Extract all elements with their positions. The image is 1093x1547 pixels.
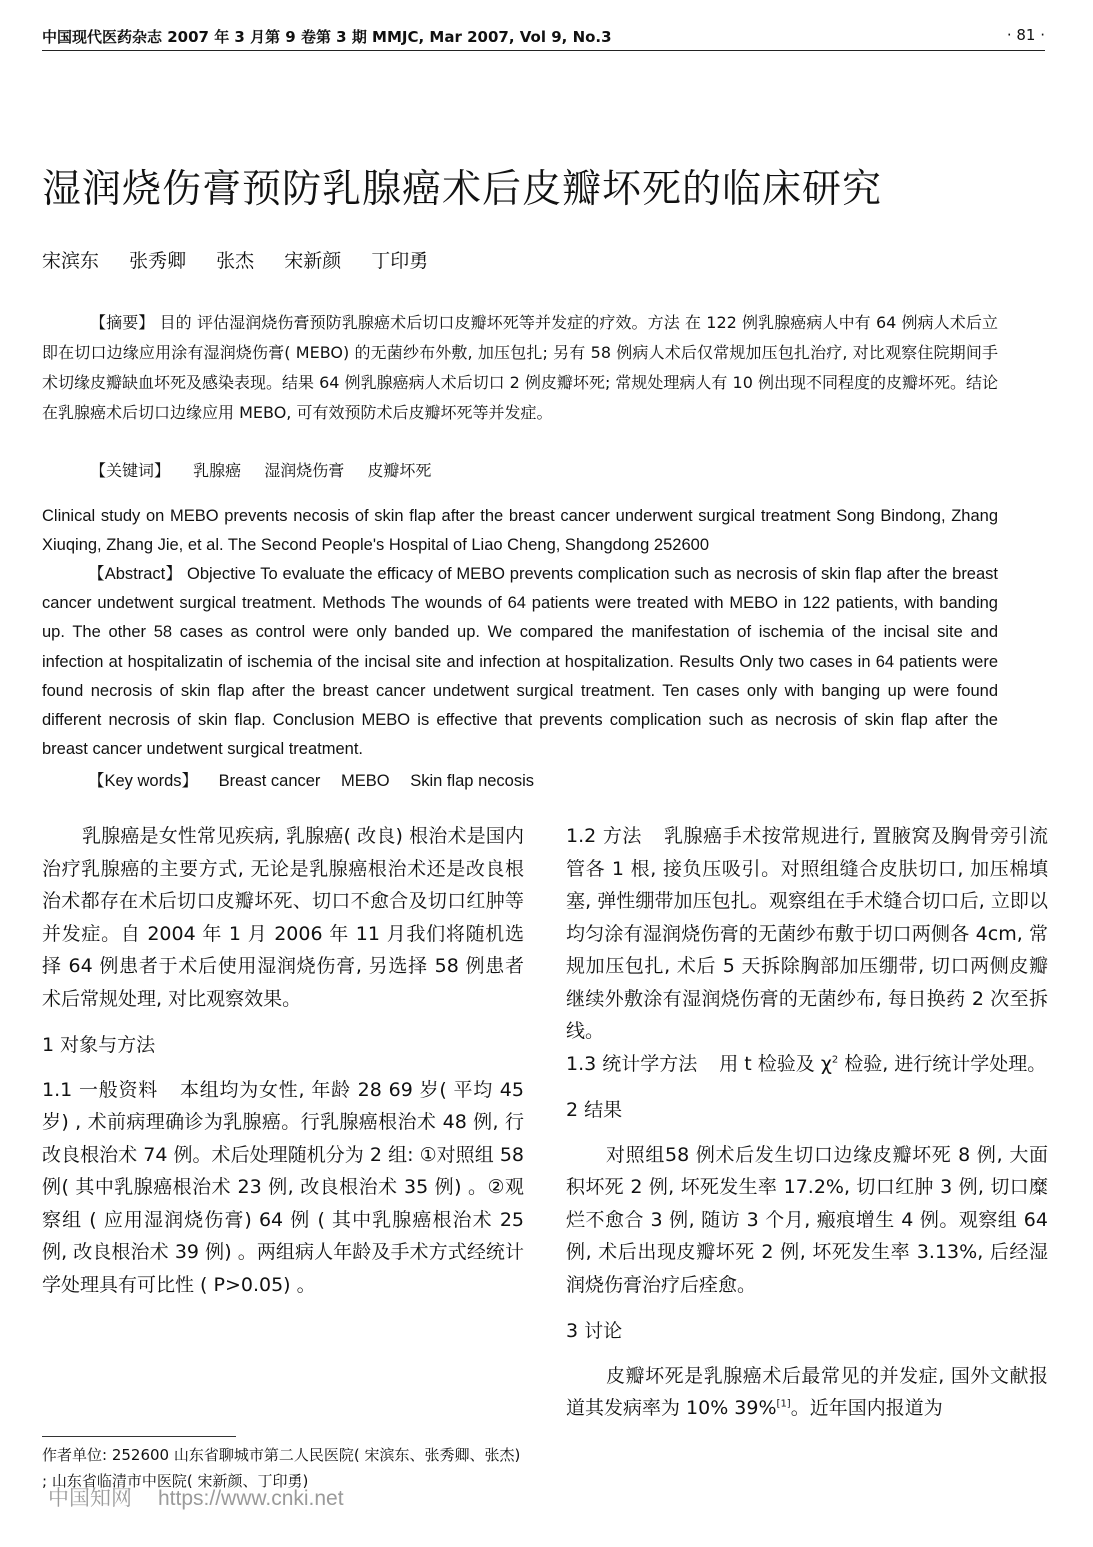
author-list bbox=[42, 246, 452, 273]
intro-paragraph: 乳腺癌是女性常见疾病, 乳腺癌( 改良) 根治术是国内治疗乳腺癌的主要方式, 无论是乳腺癌根治术还是改良根治术都存在术后切口皮瓣坏死、切口不愈合及切口红肿等并发症。自 2004 年 1 月 2006 年 11 月我们将随机选择 64 例患者于术后使用湿润烧伤膏, 另选择 58 例患者术后常规处理, 对比观察效果。 bbox=[42, 825, 524, 1010]
discussion-paragraph bbox=[566, 1360, 1048, 1425]
keyword-item: 皮瓣坏死 bbox=[367, 461, 432, 480]
cnki-watermark bbox=[48, 1482, 344, 1512]
keywords-en-label: 【Key words】 bbox=[88, 772, 199, 790]
discussion-text: 皮瓣坏死是乳腺癌术后最常见的并发症, 国外文献报道其发病率为 10% 39% bbox=[566, 1364, 1048, 1419]
author-name: 宋滨东 bbox=[42, 250, 100, 272]
english-abstract bbox=[42, 560, 998, 764]
keyword-item: Breast cancer bbox=[218, 772, 321, 790]
section-heading: 1 对象与方法 bbox=[42, 1034, 156, 1056]
author-affiliation-footnote: 作者单位: 252600 山东省聊城市第二人民医院( 宋滨东、张秀卿、张杰) ; 山东省临清市中医院( 宋新颜、丁印勇) bbox=[42, 1446, 521, 1490]
author-name: 张杰 bbox=[216, 250, 255, 272]
body-right-column bbox=[566, 820, 1048, 1425]
subsection-text: 乳腺癌手术按常规进行, 置腋窝及胸骨旁引流管各 1 根, 接负压吸引。对照组缝合皮肤切口, 加压棉填塞, 弹性绷带加压包扎。观察组在手术缝合切口后, 立即以均匀涂有湿润烧伤膏的无菌纱布敷于切口两侧各 4cm, 常规加压包扎, 术后 5 天拆除胸部加压绷带, 切口两侧皮瓣继续外敷涂有湿润烧伤膏的无菌纱布, 每日换药 2 次至拆线。 bbox=[566, 825, 1048, 1042]
keyword-item: Skin flap necosis bbox=[410, 772, 535, 790]
running-header bbox=[42, 24, 1045, 51]
subsection-paragraph bbox=[42, 1074, 524, 1302]
results-paragraph: 对照组58 例术后发生切口边缘皮瓣坏死 8 例, 大面积坏死 2 例, 坏死发生率 17.2%, 切口红肿 3 例, 切口糜烂不愈合 3 例, 随访 3 个月, 瘢痕增生 4 例。观察组 64 例, 术后出现皮瓣坏死 2 例, 坏死发生率 3.13%, 后经湿润烧伤膏治疗后痊愈。 bbox=[566, 1143, 1048, 1296]
abstract-cn-text: 目的 评估湿润烧伤膏预防乳腺癌术后切口皮瓣坏死等并发症的疗效。方法 在 122 例乳腺癌病人中有 64 例病人术后立即在切口边缘应用涂有湿润烧伤膏( MEBO) 的无菌纱布外敷, 加压包扎; 另有 58 例病人术后仅常规加压包扎治疗, 对比观察住院期间手术切缘皮瓣缺血坏死及感染表现。结果 64 例乳腺癌病人术后切口 2 例皮瓣坏死; 常规处理病人有 10 例出现不同程度的皮瓣坏死。结论 在乳腺癌术后切口边缘应用 MEBO, 可有效预防术后皮瓣坏死等并发症。 bbox=[42, 313, 998, 422]
article-title: 湿润烧伤膏预防乳腺癌术后皮瓣坏死的临床研究 bbox=[42, 167, 883, 212]
abstract-cn-label: 【摘要】 bbox=[90, 313, 155, 332]
citation-reference: [1] bbox=[776, 1398, 791, 1410]
chinese-abstract bbox=[42, 308, 998, 428]
author-name: 张秀卿 bbox=[129, 250, 187, 272]
keywords-cn-label: 【关键词】 bbox=[90, 461, 171, 480]
body-left-column bbox=[42, 820, 524, 1301]
abstract-en-label: 【Abstract】 bbox=[88, 565, 183, 583]
journal-citation: 中国现代医药杂志 2007 年 3 月第 9 卷第 3 期 MMJC, Mar 2007, Vol 9, No.3 bbox=[42, 28, 612, 46]
discussion-text: 。近年国内报道为 bbox=[790, 1397, 943, 1419]
english-title-line: Clinical study on MEBO prevents necosis of skin flap after the breast cancer underwent surgical treatment Song Bindong, Zhang Xiuqing, Zhang Jie, et al. The Second People's Hospital of Liao Cheng, Shangdong 252600 bbox=[42, 507, 998, 554]
keyword-item: MEBO bbox=[341, 772, 390, 790]
subsection-label: 1.3 统计学方法 bbox=[566, 1052, 698, 1075]
chinese-keywords bbox=[90, 458, 431, 481]
keyword-item: 乳腺癌 bbox=[193, 461, 242, 480]
section-heading: 3 讨论 bbox=[566, 1320, 623, 1342]
superscript: 2 bbox=[831, 1054, 839, 1066]
keyword-item: 湿润烧伤膏 bbox=[264, 461, 345, 480]
subsection-text: 用 t 检验及 χ bbox=[719, 1052, 832, 1075]
page-number: · 81 · bbox=[1006, 26, 1045, 44]
subsection-text: 本组均为女性, 年龄 28 69 岁( 平均 45 岁) , 术前病理确诊为乳腺癌。行乳腺癌根治术 48 例, 行改良根治术 74 例。术后处理随机分为 2 组: ①对照组 58 例( 其中乳腺癌根治术 23 例, 改良根治术 35 例) 。②观察组 ( 应用湿润烧伤膏) 64 例 ( 其中乳腺癌根治术 25 例, 改良根治术 39 例) 。两组病人年龄及手术方式经统计学处理具有可比性 ( P>0.05) 。 bbox=[42, 1078, 524, 1296]
subsection-label: 1.1 一般资料 bbox=[42, 1078, 159, 1101]
subsection-label: 1.2 方法 bbox=[566, 825, 642, 847]
abstract-en-text: Objective To evaluate the efficacy of MEBO prevents complication such as necrosis of skin flap after the breast cancer undetwent surgical treatment. Methods The wounds of 64 patients were treated with MEBO in 122 patients, with banding up. The other 58 cases as control were only banded up. We compared the manifestation of ischemia of the incisal site and infection at hospitalizatin of ischemia of the incisal site and infection at hospitalization. Results Only two cases in 64 patients were found necrosis of skin flap after the breast cancer undetwent surgical treatment. Ten cases only with banging up were found different necrosis of skin flap. Conclusion MEBO is effective that prevents complication such as necrosis of skin flap after the breast cancer undetwent surgical treatment. bbox=[42, 565, 998, 759]
author-name: 丁印勇 bbox=[371, 250, 429, 272]
subsection-text: 检验, 进行统计学处理。 bbox=[838, 1052, 1047, 1075]
english-keywords bbox=[88, 767, 534, 791]
author-name: 宋新颜 bbox=[284, 250, 342, 272]
watermark-url: https://www.cnki.net bbox=[158, 1487, 344, 1510]
footnote-divider bbox=[42, 1436, 236, 1437]
subsection-paragraph bbox=[566, 820, 1048, 1048]
section-heading: 2 结果 bbox=[566, 1099, 623, 1121]
subsection-paragraph bbox=[566, 1048, 1048, 1081]
watermark-logo-text: 中国知网 bbox=[48, 1487, 132, 1510]
